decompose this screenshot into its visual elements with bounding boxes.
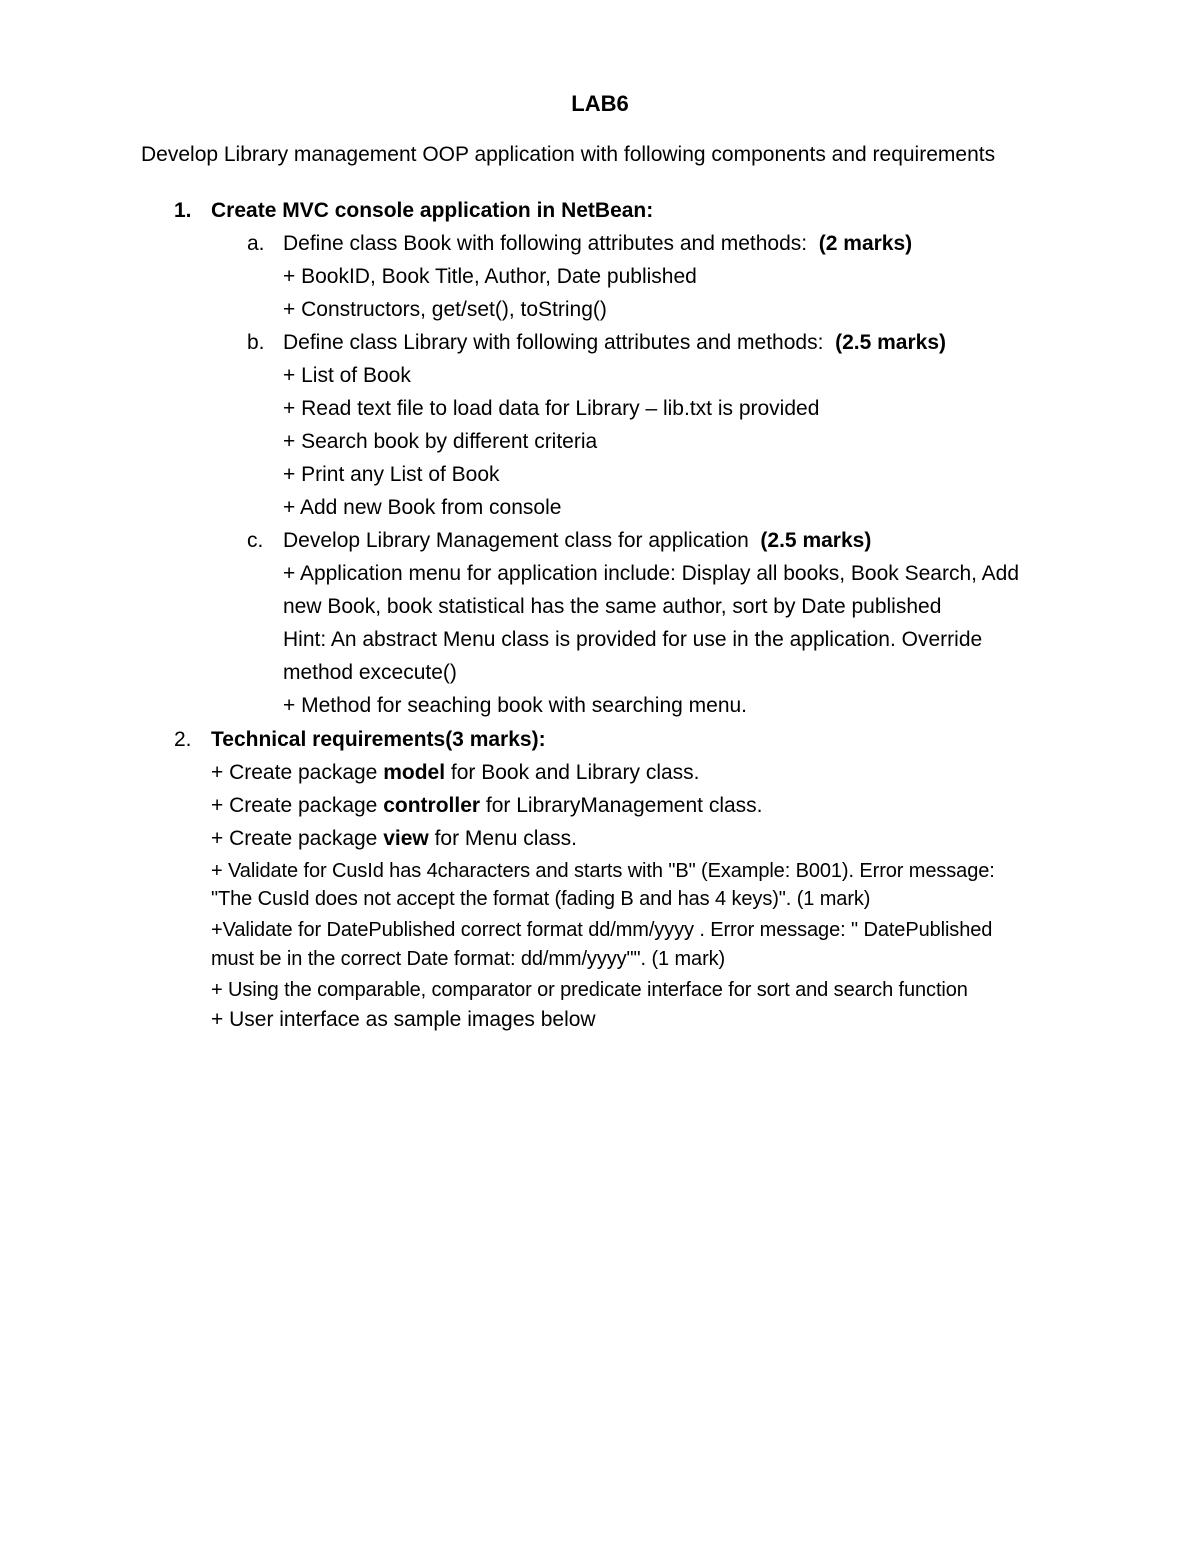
date-line-1-field-2: DatePublished [863, 919, 993, 941]
section-1-number: 1. [174, 199, 192, 222]
item-b-list-of-book: + List of Book [283, 364, 411, 387]
date-line-1 [211, 916, 992, 944]
date-line-1-field: DatePublished [326, 919, 456, 941]
pkg-model-bold: model [383, 761, 446, 784]
pkg-model-pre: + Create package [211, 761, 384, 784]
pkg-view-pre: + Create package [211, 827, 384, 850]
pkg-model-post: for Book and Library class. [445, 761, 700, 784]
document-title: LAB6 [571, 91, 629, 116]
pkg-model-line [211, 759, 700, 787]
item-a-line [283, 230, 912, 258]
pkg-controller-pre: + Create package [211, 794, 384, 817]
pkg-view-line [211, 825, 577, 853]
intro-text: Develop Library management OOP application with following components and requirements [141, 143, 996, 166]
item-a-text: Define class Book with following attributes and methods: [283, 232, 808, 255]
section-2-number: 2. [174, 728, 192, 751]
ui-line: + User interface as sample images below [211, 1008, 596, 1031]
item-b-text: Define class Library with following attributes and methods: [283, 331, 824, 354]
cusid-line-1: + Validate for CusId has 4characters and starts with "B" (Example: B001). Error message: [211, 860, 995, 882]
cusid-line-2: "The CusId does not accept the format (fading B and has 4 keys)". (1 mark) [211, 888, 871, 910]
pkg-view-bold: view [383, 827, 429, 850]
item-a-marks: (2 marks) [818, 232, 913, 255]
date-line-2: must be in the correct Date format: dd/mm/yyyy"". (1 mark) [211, 948, 726, 970]
item-c-menu-2: new Book, book statistical has the same author, sort by Date published [283, 595, 942, 618]
item-c-line [283, 527, 871, 555]
item-b-print: + Print any List of Book [283, 463, 500, 486]
item-a-marker: a. [247, 232, 265, 255]
item-b-marker: b. [247, 331, 265, 354]
item-b-read-file: + Read text file to load data for Library – lib.txt is provided [283, 397, 820, 420]
item-c-hint-1: Hint: An abstract Menu class is provided for use in the application. Override [283, 628, 983, 651]
item-a-methods: + Constructors, get/set(), toString() [283, 298, 607, 321]
item-b-add: + Add new Book from console [283, 496, 562, 519]
item-b-search: + Search book by different criteria [283, 430, 598, 453]
item-c-marker: c. [247, 529, 264, 552]
comparable-line: + Using the comparable, comparator or predicate interface for sort and search function [211, 979, 968, 1001]
date-line-1-mid: correct format dd/mm/yyyy . Error message: " [455, 919, 864, 941]
section-2-heading: Technical requirements(3 marks): [211, 728, 546, 751]
item-c-search-method: + Method for seaching book with searching menu. [283, 694, 748, 717]
item-a-attr: + BookID, Book Title, Author, Date published [283, 265, 697, 288]
item-c-menu-1: + Application menu for application include: Display all books, Book Search, Add [283, 562, 1020, 585]
item-b-marks: (2.5 marks) [835, 331, 947, 354]
item-b-line [283, 329, 946, 357]
pkg-controller-post: for LibraryManagement class. [480, 794, 763, 817]
item-c-marks: (2.5 marks) [760, 529, 872, 552]
date-line-1-pre: +Validate for [211, 919, 327, 941]
pkg-controller-line [211, 792, 763, 820]
item-c-hint-2: method excecute() [283, 661, 457, 684]
item-c-text: Develop Library Management class for application [283, 529, 749, 552]
pkg-controller-bold: controller [383, 794, 481, 817]
section-1-heading: Create MVC console application in NetBean: [211, 199, 654, 222]
pkg-view-post: for Menu class. [428, 827, 577, 850]
